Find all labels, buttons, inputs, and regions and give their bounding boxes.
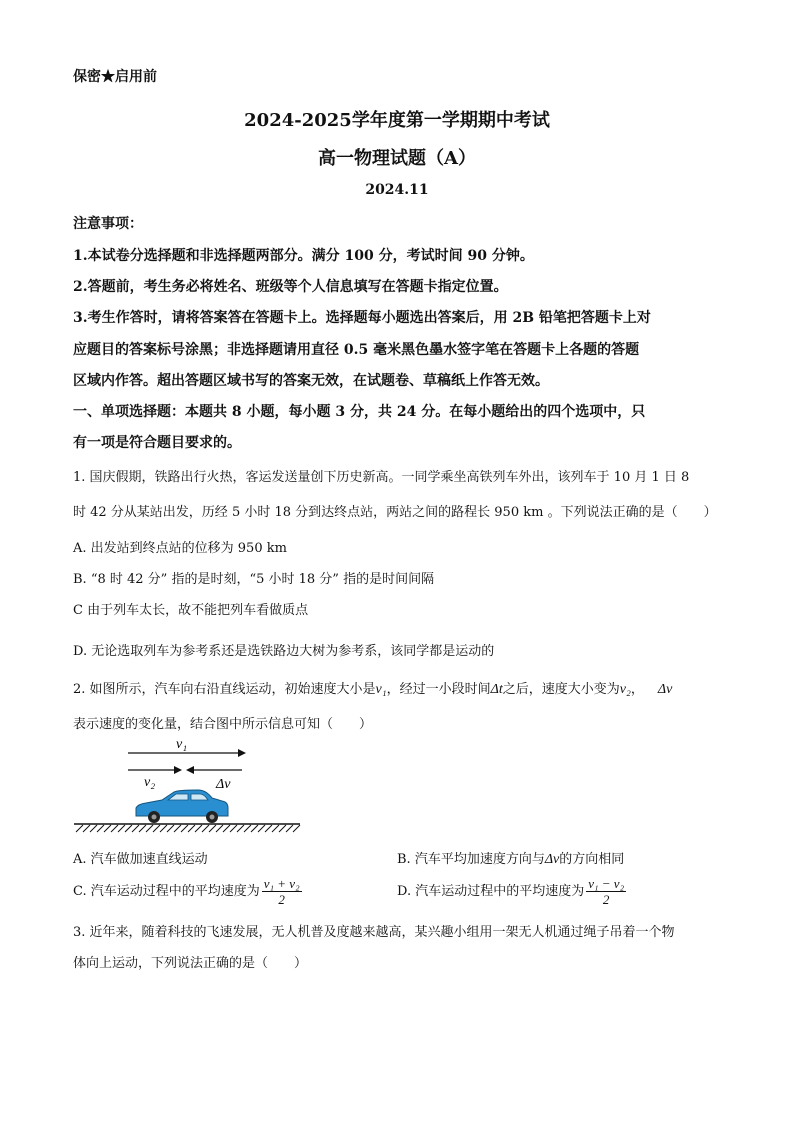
q2-stem-line2: 表示速度的变化量，结合图中所示信息可知（ ） <box>73 717 373 732</box>
fraction-denominator: 2 <box>278 892 285 907</box>
q2-stem-part-d: ， <box>630 682 644 697</box>
q2-stem-part-a: 2. 如图所示，汽车向右沿直线运动，初始速度大小是 <box>73 682 376 697</box>
fig-dv-label: Δv <box>216 777 231 792</box>
q2-option-d <box>397 876 626 907</box>
q2-stem-line1 <box>73 678 672 698</box>
q1-option-a: A. 出发站到终点站的位移为 950 km <box>73 541 287 556</box>
note-item-2: 2.答题前，考生务必将姓名、班级等个人信息填写在答题卡指定位置。 <box>73 279 508 295</box>
q2-option-b-part-a: B. 汽车平均加速度方向与 <box>397 852 545 867</box>
confidential-label: 保密★启用前 <box>73 69 157 85</box>
q2-option-d-text: D. 汽车运动过程中的平均速度为 <box>397 884 585 899</box>
q2-option-a: A. 汽车做加速直线运动 <box>73 852 208 867</box>
q1-option-d: D. 无论选取列车为参考系还是选铁路边大树为参考系，该同学都是运动的 <box>73 644 495 659</box>
note-item-1: 1.本试卷分选择题和非选择题两部分。满分 100 分，考试时间 90 分钟。 <box>73 248 534 264</box>
exam-subtitle: 高一物理试题（A） <box>318 148 476 169</box>
section-heading-line1: 一、单项选择题：本题共 8 小题，每小题 3 分，共 24 分。在每小题给出的四个选项中，只 <box>73 404 646 420</box>
q2-stem-part-c: 之后，速度大小变为 <box>502 682 620 697</box>
q2-option-d-fraction <box>586 876 626 907</box>
velocity-diagram <box>70 734 306 838</box>
q2-option-c-fraction <box>262 876 302 907</box>
q2-dt-symbol: Δt <box>490 682 503 697</box>
exam-title: 2024-2025学年度第一学期期中考试 <box>244 110 550 131</box>
fig-v2-label: v₂ <box>144 775 156 790</box>
q2-option-b <box>397 848 624 868</box>
q2-v1-symbol: v₁ <box>375 682 387 697</box>
exam-date: 2024.11 <box>365 182 429 198</box>
fraction-denominator: 2 <box>602 892 610 907</box>
note-item-3-line2: 应题目的答案标号涂黑；非选择题请用直径 0.5 毫米黑色墨水签字笔在答题卡上各题的答题 <box>73 342 640 358</box>
q1-stem-line2: 时 42 分从某站出发，历经 5 小时 18 分到达终点站，两站之间的路程长 950 km 。下列说法正确的是（ ） <box>73 505 717 520</box>
notes-heading: 注意事项： <box>73 216 143 232</box>
fig-v1-label: v₁ <box>176 737 188 752</box>
q3-stem-line2: 体向上运动，下列说法正确的是（ ） <box>73 956 308 971</box>
q1-option-c: C 由于列车太长，故不能把列车看做质点 <box>73 603 309 618</box>
fraction-numerator: v₁ − v₂ <box>588 876 625 891</box>
q3-stem-line1: 3. 近年来，随着科技的飞速发展，无人机普及度越来越高，某兴趣小组用一架无人机通过绳子吊着一个物 <box>73 925 675 940</box>
q2-option-c <box>73 876 302 907</box>
q2-dv-symbol: Δv <box>657 682 673 697</box>
q2-option-c-text: C. 汽车运动过程中的平均速度为 <box>73 884 260 899</box>
q1-option-b: B. “8 时 42 分” 指的是时刻，“5 小时 18 分” 指的是时间间隔 <box>73 572 435 587</box>
section-heading-line2: 有一项是符合题目要求的。 <box>73 435 241 451</box>
ground-line <box>74 824 300 832</box>
note-item-3-line1: 3.考生作答时，请将答案答在答题卡上。选择题每小题选出答案后，用 2B 铅笔把答题卡上对 <box>73 310 651 326</box>
q2-v2-symbol: v₂ <box>619 682 631 697</box>
q2-stem-part-b: ，经过一小段时间 <box>386 682 491 697</box>
note-item-3-line3: 区域内作答。超出答题区域书写的答案无效，在试题卷、草稿纸上作答无效。 <box>73 373 549 389</box>
q1-stem-line1: 1. 国庆假期，铁路出行火热，客运发送量创下历史新高。一同学乘坐高铁列车外出，该列车于 10 月 1 日 8 <box>73 470 690 485</box>
q2-option-b-part-b: 的方向相同 <box>559 852 625 867</box>
car-icon <box>136 790 228 823</box>
fraction-numerator: v₁ + v₂ <box>263 876 300 891</box>
q2-option-b-dv: Δv <box>544 852 560 867</box>
